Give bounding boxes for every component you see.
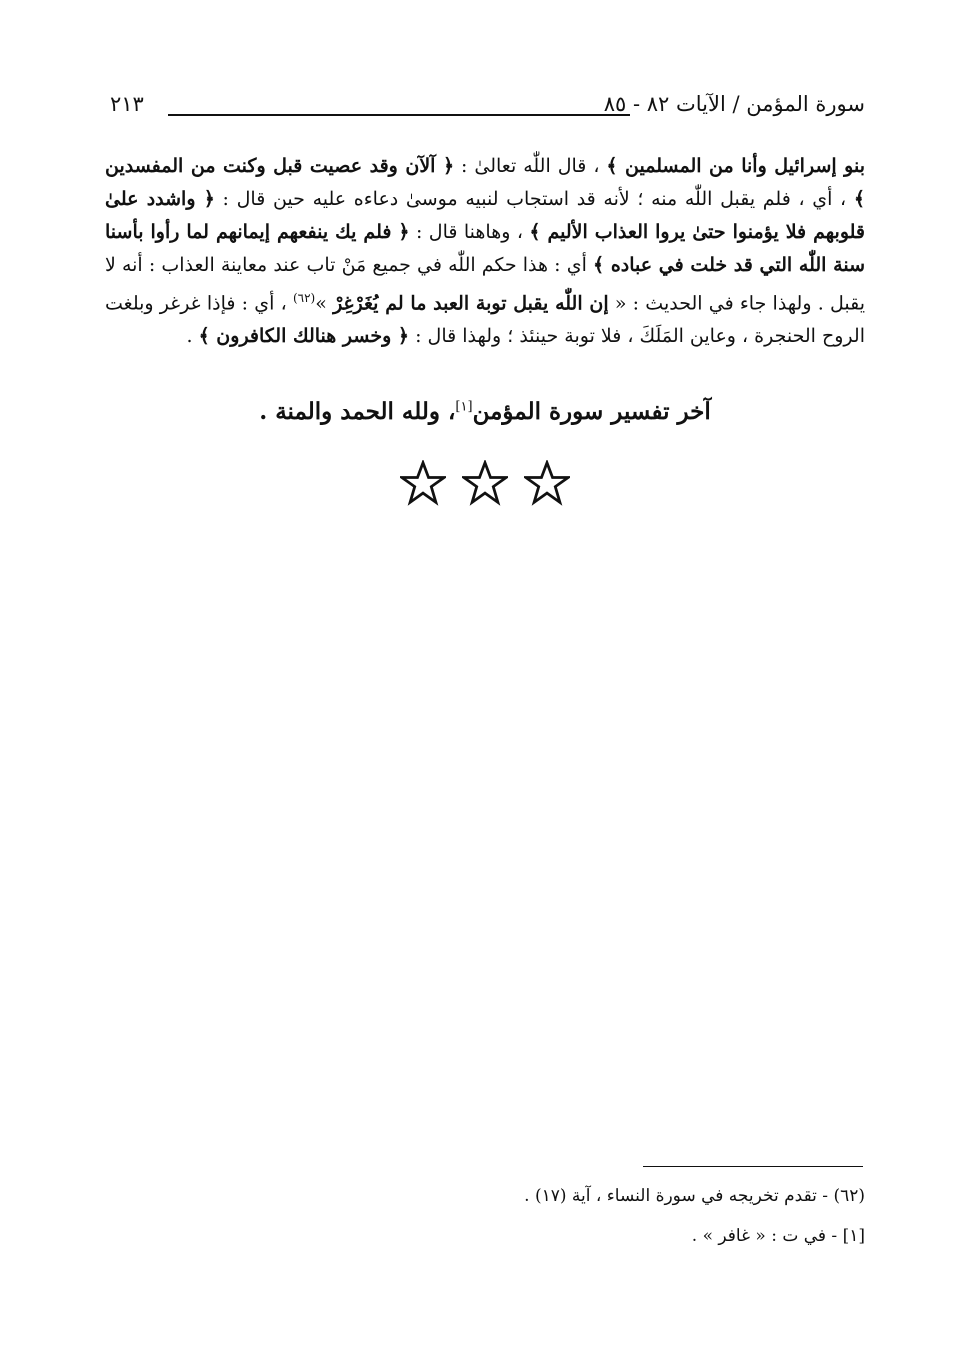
closing-line xyxy=(105,398,865,425)
footnote-ref: (٦٢) xyxy=(292,291,316,305)
commentary-text: ، قال اللّٰه تعالىٰ : xyxy=(454,155,607,177)
commentary-text: ، أي ، فلم يقبل اللّٰه منه ؛ لأنه قد استجاب لنبيه موسىٰ دعاءه عليه حين قال : xyxy=(214,188,854,210)
footnote-1: [١] - في ت : « غافر » . xyxy=(691,1226,865,1246)
commentary-text: ، أي : فإذا غرغر وبلغت الروح الحنجرة ، وعاين المَلَكَ ، فلا توبة حينئذ ؛ ولهذا قال : xyxy=(105,292,865,348)
footnote-62: (٦٢) - تقدم تخريجه في سورة النساء ، آية (١٧) . xyxy=(524,1186,865,1206)
header-rule xyxy=(168,114,630,116)
hadith-quote: إن اللّٰه يقبل توبة العبد ما لم يُغَرْغِرْ xyxy=(333,292,609,315)
quran-quote: ﴿ واشدد علىٰ قلوبهم فلا يؤمنوا حتىٰ يروا العذاب الأليم ﴾ xyxy=(105,188,866,243)
star-outline-icon xyxy=(524,460,570,506)
commentary-text: أي : هذا حكم اللّٰه في جميع مَنْ تاب عند معاينة العذاب : أنه لا يقبل . ولهذا جاء في الحديث : « xyxy=(105,254,866,315)
closing-text: آخر تفسير سورة المؤمن xyxy=(472,398,711,425)
page-number: ٢١٣ xyxy=(110,92,144,116)
star-outline-icon xyxy=(462,460,508,506)
footnote-ref: [١] xyxy=(455,399,473,415)
commentary-text: . xyxy=(186,325,199,348)
closing-text: ، ولله الحمد والمنة . xyxy=(259,398,456,425)
running-title: سورة المؤمن / الآيات ٨٢ - ٨٥ xyxy=(603,92,865,116)
footnote-separator xyxy=(643,1166,863,1167)
quran-quote: ﴿ وخسر هنالك الكافرون ﴾ xyxy=(198,325,410,348)
footnotes xyxy=(105,1176,865,1256)
page-header xyxy=(110,92,865,124)
star-ornament xyxy=(105,460,865,520)
star-outline-icon xyxy=(400,460,446,506)
quran-quote: بنو إسرائيل وأنا من المسلمين ﴾ xyxy=(606,155,866,177)
commentary-text: » xyxy=(315,292,334,315)
quran-quote: ﴿ فلم يك ينفعهم إيمانهم لما رأوا بأسنا سنة اللّٰه التي قد خلت في عباده ﴾ xyxy=(105,221,865,276)
quran-quote: ﴿ آلآن وقد عصيت قبل وكنت من المفسدين ﴾ xyxy=(105,155,865,210)
body-paragraph xyxy=(105,150,865,353)
commentary-text: ، وهاهنا قال : xyxy=(409,221,530,243)
